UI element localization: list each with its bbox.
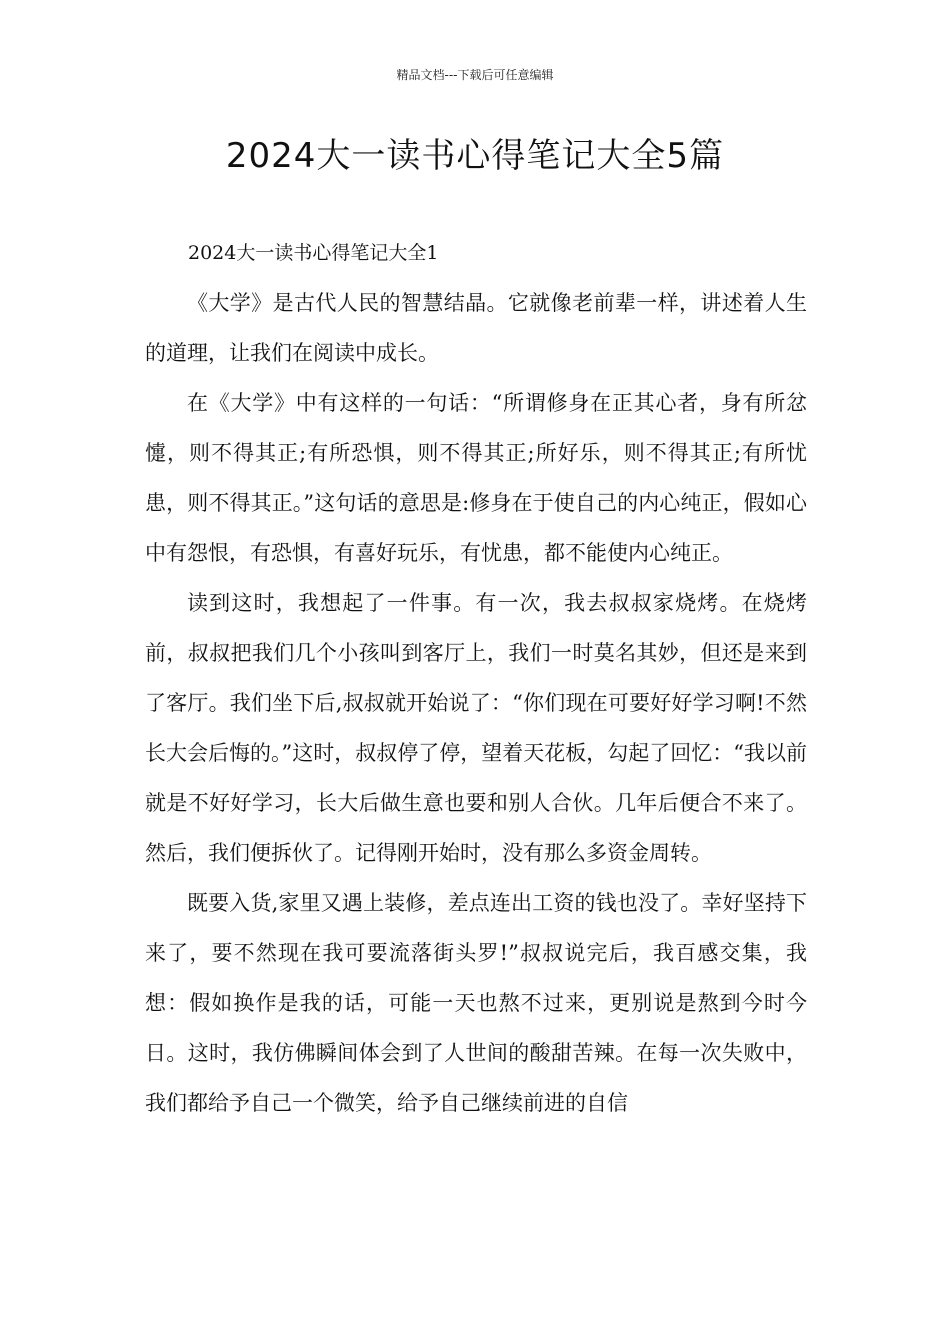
header-note: 精品文档---下载后可任意编辑 [396,68,554,82]
document-title: 2024大一读书心得笔记大全5篇 [225,136,725,176]
paragraph: 既要入货,家里又遇上装修，差点连出工资的钱也没了。幸好坚持下来了，要不然现在我可要流落街头罗!”叔叔说完后，我百感交集，我想：假如换作是我的话，可能一天也熬不过来，更别说是熬到今时今日。这时，我仿佛瞬间体会到了人世间的酸甜苦辣。在每一次失败中，我们都给予自己一个微笑，给予自己继续前进的自信 [145,891,807,1115]
document-body [145,228,807,1128]
paragraph: 读到这时，我想起了一件事。有一次，我去叔叔家烧烤。在烧烤前，叔叔把我们几个小孩叫到客厅上，我们一时莫名其妙，但还是来到了客厅。我们坐下后,叔叔就开始说了：“你们现在可要好好学习啊!不然长大会后悔的。”这时，叔叔停了停，望着天花板，勾起了回忆：“我以前就是不好好学习，长大后做生意也要和别人合伙。几年后便合不来了。然后，我们便拆伙了。记得刚开始时，没有那么多资金周转。 [145,591,807,865]
section-heading: 2024大一读书心得笔记大全1 [188,242,439,264]
paragraph: 《大学》是古代人民的智慧结晶。它就像老前辈一样，讲述着人生的道理，让我们在阅读中成长。 [145,291,807,365]
paragraph: 在《大学》中有这样的一句话：“所谓修身在正其心者，身有所忿懥，则不得其正;有所恐惧，则不得其正;所好乐，则不得其正;有所忧患，则不得其正。”这句话的意思是:修身在于使自己的内心纯正，假如心中有怨恨，有恐惧，有喜好玩乐，有忧患，都不能使内心纯正。 [145,391,807,565]
